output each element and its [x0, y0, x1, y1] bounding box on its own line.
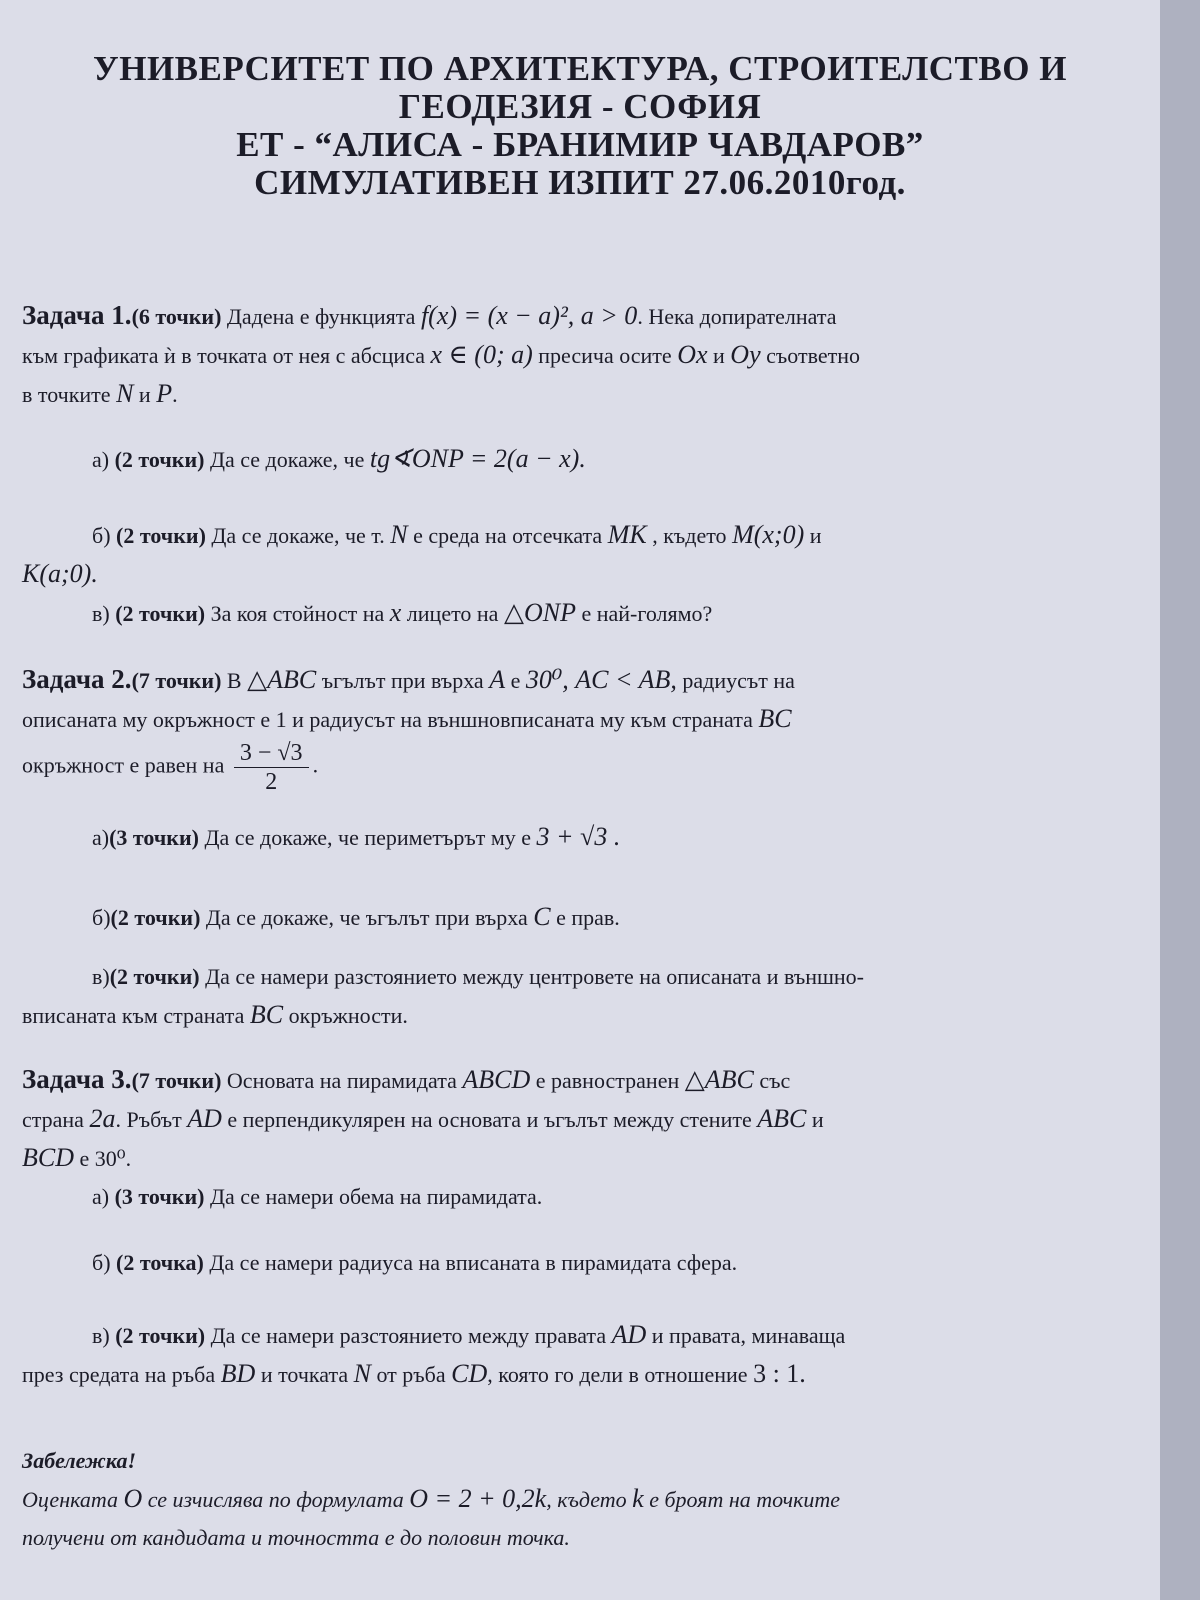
fraction-denominator: 2 [265, 769, 278, 795]
task1b-segment-mk: MK [607, 520, 647, 549]
task2-text: В [226, 668, 242, 693]
task3-pyramid-abcd: ABCD [462, 1065, 531, 1094]
task2a-label: а) [92, 825, 110, 850]
task1a-formula: tg∢ONP = 2(a − x). [369, 444, 586, 473]
task2-angle-condition: 30⁰, AC < AB, [525, 665, 677, 694]
note-text: , където [546, 1487, 627, 1512]
task1-part-a [92, 440, 1152, 479]
task1-statement [22, 296, 1152, 414]
task3c-text: през средата на ръба [22, 1362, 216, 1387]
task2-title: Задача 2. [22, 664, 132, 694]
fraction-numerator: 3 − √3 [234, 739, 309, 768]
task3-edge-ad: AD [187, 1104, 222, 1133]
task1b-points: (2 точки) [116, 523, 206, 548]
task3a-points: (3 точки) [114, 1184, 205, 1209]
task3c-text: от ръба [376, 1362, 446, 1387]
task1b-point-m: M(x;0) [732, 520, 805, 549]
task2c-text: Да се намери разстоянието между центровете на описаната и външно- [205, 964, 865, 989]
note-title: Забележка! [22, 1448, 137, 1473]
note-points-symbol: k [632, 1484, 644, 1513]
task2a-points: (3 точки) [109, 825, 199, 850]
task1a-label: а) [92, 447, 110, 472]
task2-text: . [312, 752, 319, 778]
task2-triangle-abc: △ABC [247, 665, 317, 694]
task2c-side-bc: BC [249, 1000, 284, 1029]
task3-face-bcd: BCD [22, 1143, 74, 1172]
task1-part-c [92, 594, 1152, 633]
task3c-text: и точката [260, 1362, 349, 1387]
task2-text: окръжност е равен на [22, 752, 225, 778]
task1b-text: , където [652, 523, 727, 548]
task3-title: Задача 3. [22, 1064, 132, 1094]
task3-text: е перпендикулярен на основата и ъгълът между стените [227, 1107, 752, 1132]
task1c-text: е най-голямо? [581, 601, 713, 626]
task1c-text: лицето на [406, 601, 499, 626]
task3-triangle-abc: △ABC [684, 1065, 754, 1094]
task2-side-bc: BC [758, 704, 792, 733]
task3-text: е 30⁰. [79, 1146, 132, 1171]
task3-part-a [92, 1178, 1152, 1216]
task2-radius-fraction [234, 739, 309, 796]
task3c-line-ad: AD [611, 1320, 647, 1349]
task1b-text: Да се докаже, че т. [211, 523, 385, 548]
note-text: се изчислява по формулата [147, 1487, 404, 1512]
task1c-label: в) [92, 601, 110, 626]
task1b-text: и [809, 523, 822, 548]
header-exam-date: СИМУЛАТИВЕН ИЗПИТ 27.06.2010год. [254, 163, 906, 202]
task2c-label: в) [92, 964, 110, 989]
grading-note [22, 1442, 1152, 1557]
task3-text: е равностранен [535, 1068, 680, 1093]
task1-text: . [172, 382, 178, 407]
task1-function-formula: f(x) = (x − a)², a > 0 [420, 301, 638, 330]
task1-part-b [22, 516, 1152, 594]
task1b-point-k: K(a;0). [22, 559, 98, 588]
task2b-text: Да се докаже, че ъгълът при върха [205, 905, 528, 930]
task2-text: е [510, 668, 521, 693]
header-city: ГЕОДЕЗИЯ - СОФИЯ [398, 87, 762, 126]
task1b-point-n: N [390, 520, 408, 549]
task1-point-p: P [156, 379, 173, 408]
task2-text: радиусът на [682, 668, 795, 693]
task1c-text: За коя стойност на [210, 601, 385, 626]
page-edge-shadow [1160, 0, 1200, 1600]
task1b-text: е среда на отсечката [413, 523, 603, 548]
task1-axis-ox: Ox [677, 340, 708, 369]
task1-interval-formula: x ∈ (0; a) [430, 340, 533, 369]
task3a-label: а) [92, 1184, 110, 1209]
task1c-triangle-onp: △ONP [503, 598, 576, 627]
task3-face-abc: ABC [757, 1104, 807, 1133]
task3a-text: Да се намери обема на пирамидата. [209, 1184, 543, 1209]
task1a-points: (2 точки) [114, 447, 205, 472]
task2-vertex-a: A [489, 665, 506, 694]
task3c-label: в) [92, 1323, 110, 1348]
task3c-text: , която го дели в отношение [487, 1362, 748, 1387]
task3b-points: (2 точка) [116, 1250, 204, 1275]
task3-text: страна [22, 1107, 84, 1132]
task3c-edge-cd: CD [451, 1359, 488, 1388]
task1-text: в точките [22, 382, 111, 407]
task1c-variable-x: x [389, 598, 402, 627]
task2a-formula: 3 + √3 . [536, 822, 621, 851]
task2b-label: б) [92, 905, 111, 930]
task2-points: (7 точки) [131, 668, 222, 693]
task1-point-n: N [116, 379, 134, 408]
task2b-vertex-c: C [533, 902, 551, 931]
task2-part-b [92, 898, 1152, 937]
task1-text: съответно [766, 343, 861, 368]
header-university: УНИВЕРСИТЕТ ПО АРХИТЕКТУРА, СТРОИТЕЛСТВО И [93, 49, 1067, 88]
task2b-text: е прав. [556, 905, 620, 930]
task3-statement [22, 1060, 1152, 1178]
task3c-point-n: N [353, 1359, 371, 1388]
task2a-text: Да се докаже, че периметърът му е [204, 825, 532, 850]
task3b-label: б) [92, 1250, 111, 1275]
task3-text: Основата на пирамидата [226, 1068, 457, 1093]
task3-text: и [811, 1107, 824, 1132]
exam-header [40, 50, 1120, 202]
task3-part-c [22, 1316, 1152, 1394]
header-organizer: ЕТ - “АЛИСА - БРАНИМИР ЧАВДАРОВ” [236, 125, 924, 164]
task3b-text: Да се намери радиуса на вписаната в пирамидата сфера. [209, 1250, 738, 1275]
task2c-text: вписаната към страната [22, 1003, 245, 1028]
task2-text: описаната му окръжност е 1 и радиусът на външновписаната му към страната [22, 707, 753, 732]
task2c-points: (2 точки) [109, 964, 200, 989]
task3c-text: и правата, минаваща [651, 1323, 846, 1348]
task2-text: ъгълът при върха [321, 668, 484, 693]
task2-part-a [92, 818, 1152, 857]
task3c-points: (2 точки) [115, 1323, 206, 1348]
task3c-ratio: 3 : 1. [753, 1359, 806, 1388]
task1-text: . Нека допирателната [637, 304, 837, 329]
note-text: Оценката [22, 1487, 119, 1512]
task1-text: пресича осите [538, 343, 672, 368]
task3-text: със [759, 1068, 791, 1093]
task2c-text: окръжности. [288, 1003, 408, 1028]
note-text: получени от кандидата и точността е до половин точка. [22, 1525, 570, 1550]
task1-axis-oy: Oy [730, 340, 761, 369]
task1-title: Задача 1. [22, 300, 132, 330]
task2b-points: (2 точки) [110, 905, 201, 930]
task1-text: и [713, 343, 725, 368]
task2-statement [22, 660, 1152, 796]
task1b-label: б) [92, 523, 111, 548]
note-grade-formula: O = 2 + 0,2k [409, 1484, 547, 1513]
task3c-text: Да се намери разстоянието между правата [210, 1323, 607, 1348]
task1-points: (6 точки) [131, 304, 222, 329]
task1-text: и [138, 382, 151, 407]
task2-part-c [22, 958, 1152, 1035]
task1c-points: (2 точки) [115, 601, 206, 626]
task1-text: Дадена е функцията [226, 304, 416, 329]
note-grade-symbol: O [123, 1484, 143, 1513]
task3-part-b [92, 1244, 1152, 1282]
task3-side-length: 2a [89, 1104, 116, 1133]
task1a-text: Да се докаже, че [209, 447, 365, 472]
task3-points: (7 точки) [131, 1068, 222, 1093]
task3-text: . Ръбът [115, 1107, 182, 1132]
task1-text: към графиката ѝ в точката от нея с абсциса [22, 343, 425, 368]
task3c-edge-bd: BD [220, 1359, 256, 1388]
note-text: е броят на точките [649, 1487, 841, 1512]
